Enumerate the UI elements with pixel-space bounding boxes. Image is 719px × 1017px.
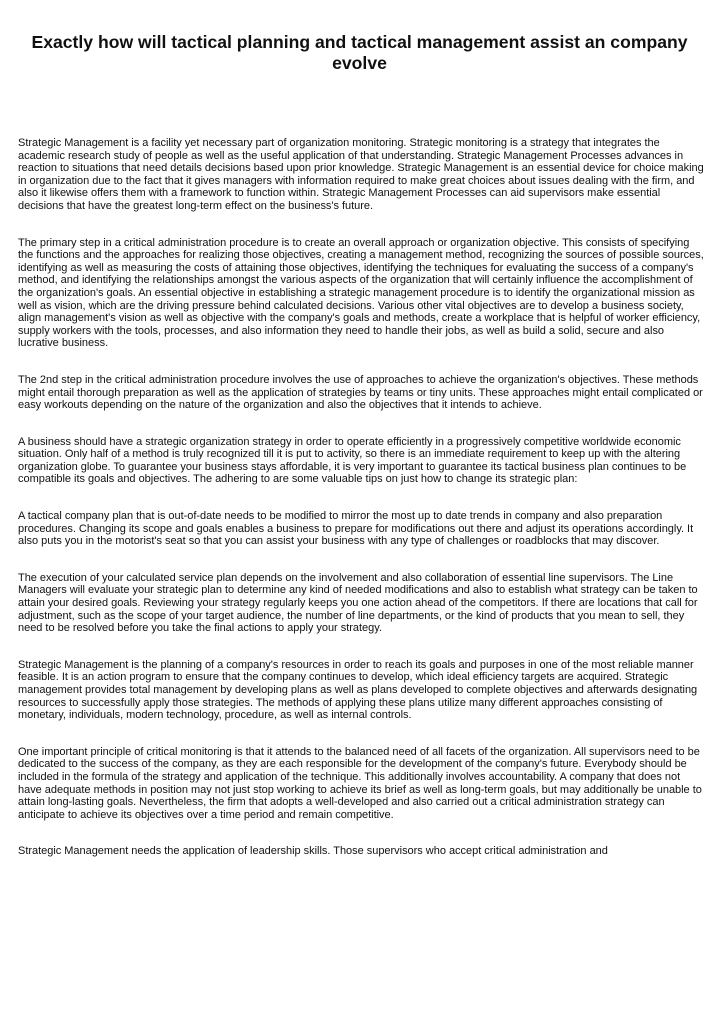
paragraph-7: Strategic Management is the planning of a company's resources in order to reach its goals and purposes in one of the most reliable manner feasible. It is an action program to ensure that the company continues to develop, which ideal efficiency targets are acquired. Strategic management provides total management by developing plans as well as plans developed to complete objectives and afterwards designating resources to successfully apply those strategies. The methods of applying these plans utilize many different approaches consisting of monetary, individuals, modern technology, procedure, as well as internal controls. — [18, 658, 698, 722]
document-title: Exactly how will tactical planning and tactical management assist an company evolve — [31, 32, 688, 73]
paragraph-2: The primary step in a critical administration procedure is to create an overall approach or organization objective. This consists of specifying the functions and the approaches for realizing those objectives, creating a management method, recognizing the sources of possible sources, identifying as well as measuring the costs of attaining those objectives, identifying the techniques for evaluating the success of a company's method, and identifying the relationships amongst the various aspects of the organization that will certainly influence the accomplishment of the organization's goals. An essential objective in establishing a strategic management procedure is to identify the organizational mission as well as vision, which are the driving pressure behind calculated decisions. Various other vital objectives are to develop a business society, align management's vision as well as objective with the company's goals and methods, create a workplace that is helpful of worker efficiency, supply workers with the tools, processes, and also information they need to handle their jobs, as well as build a solid, secure and also lucrative business. — [18, 236, 704, 350]
paragraph-4: A business should have a strategic organization strategy in order to operate efficiently in a progressively competitive worldwide economic situation. Only half of a method is truly recognized till it is put to activity, so there is an immediate requirement to keep up with the altering organization globe. To guarantee your business stays affordable, it is very important to guarantee its tactical business plan continues to be compatible its goals and objectives. The adhering to are some valuable tips on just how to change its strategic plan: — [18, 435, 687, 486]
paragraph-6: The execution of your calculated service plan depends on the involvement and also collaboration of essential line supervisors. The Line Managers will evaluate your strategic plan to determine any kind of needed modifications and also to establish what strategy can be taken to attain your desired goals. Reviewing your strategy regularly keeps you one action ahead of the competitors. If there are locations that call for adjustment, such as the scope of your target audience, the number of line departments, or the kind of products that you mean to sell, they need to be resolved before you take the final actions to apply your strategy. — [18, 571, 698, 635]
paragraph-5: A tactical company plan that is out-of-date needs to be modified to mirror the most up to date trends in company and also preparation procedures. Changing its scope and goals enables a business to prepare for modifications out there and adjust its operations accordingly. It also puts you in the motorist's seat so that you can assist your business with any type of challenges or roadblocks that may discover. — [18, 510, 694, 548]
document-body — [18, 137, 704, 882]
paragraph-9: Strategic Management needs the application of leadership skills. Those supervisors who accept critical administration and — [18, 845, 608, 858]
paragraph-3: The 2nd step in the critical administration procedure involves the use of approaches to achieve the organization's objectives. These methods might entail thorough preparation as well as the application of strategies by teams or tiny units. These approaches might entail complicated or easy workouts depending on the nature of the organization and also the objectives that it intends to achieve. — [18, 373, 703, 412]
paragraph-8: One important principle of critical monitoring is that it attends to the balanced need of all facets of the organization. All supervisors need to be dedicated to the success of the company, as they are each responsible for the development of the company's future. Everybody should be included in the formula of the strategy and application of the technique. This additionally involves accountability. A company that does not have adequate methods in position may not just stop working to achieve its brief as well as long-term goals, but may additionally be unable to attain long-lasting goals. Nevertheless, the firm that adopts a well-developed and also carried out a critical administration strategy can anticipate to achieve its objectives over a time period and remain competitive. — [18, 745, 702, 821]
paragraph-1: Strategic Management is a facility yet necessary part of organization monitoring. Strategic monitoring is a strategy that integrates the academic research study of people as well as the useful application of that understanding. Strategic Management Processes advances in reaction to situations that need details decisions based upon prior knowledge. Strategic Management is an essential device for choice making in organization due to the fact that it gives managers with information required to make great choices about issues dealing with the firm, and also it likewise offers them with a framework to function within. Strategic Management Processes can aid supervisors make essential decisions that have the greatest long-term effect on the business's future. — [18, 137, 704, 212]
